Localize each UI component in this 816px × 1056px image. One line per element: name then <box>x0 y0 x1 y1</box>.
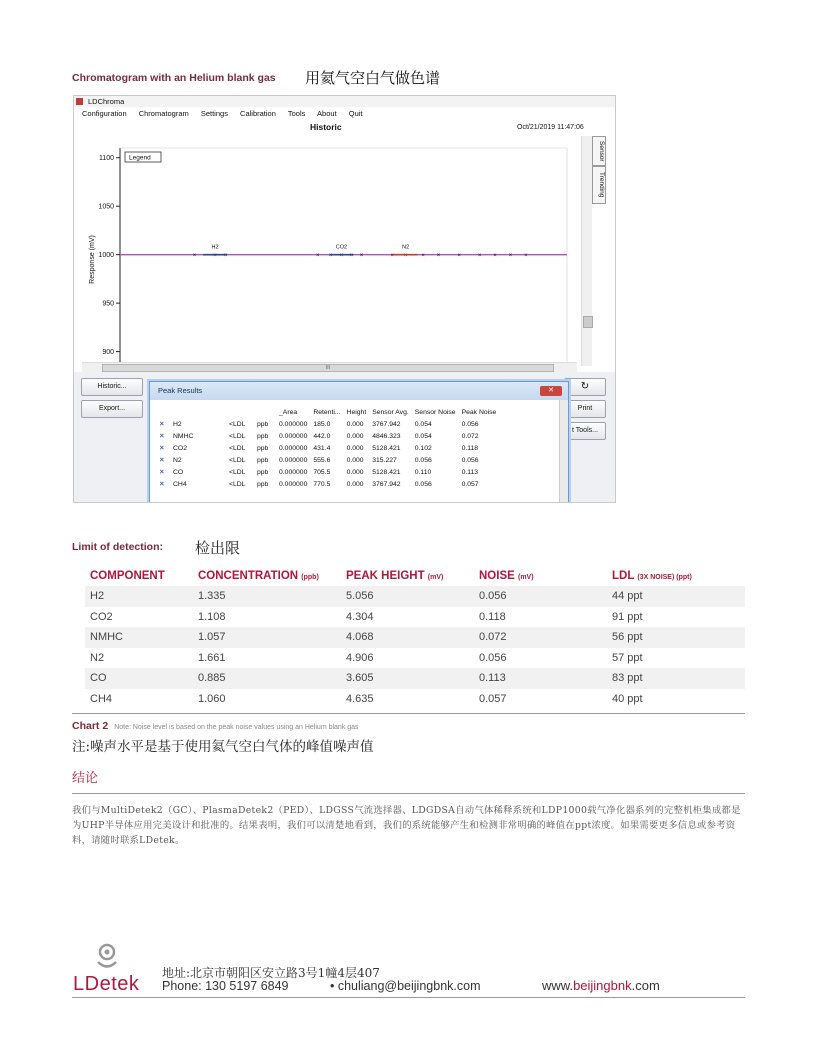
peak-cell: H2 <box>173 420 182 428</box>
refresh-button[interactable] <box>564 378 606 396</box>
peak-cell: 0.000 <box>346 420 364 428</box>
y-tick-label: 950 <box>102 300 114 308</box>
tools-button[interactable]: t Tools... <box>564 422 606 440</box>
x-icon: ✕ <box>159 481 165 488</box>
ldl-cell: 1.335 <box>193 586 341 607</box>
peak-results-titlebar <box>150 382 568 400</box>
menu-calibration[interactable]: Calibration <box>240 109 276 118</box>
footer-phone: Phone: 130 5197 6849 <box>162 979 289 993</box>
y-tick-label: 1100 <box>98 155 114 163</box>
conclusion-body: 我们与MultiDetek2（GC）、PlasmaDetek2（PED）、LDGSS气流选择器、LDGDSA自动气体稀释系统和LDP1000载气净化器系列的完整机柜集成都是为UHP半导体应用完美设计和批准的。结果表明，我们可以清楚地看到，我们的系统能够产生和检测非常明确的峰值在ppt浓度。如果需要更多信息或参考资料，请随时联系LDetek。 <box>72 805 741 846</box>
ldl-cell: 40 ppt <box>612 692 643 705</box>
ldl-row <box>85 689 745 710</box>
ldl-cell: N2 <box>90 651 105 664</box>
horizontal-scroll-thumb[interactable]: III <box>102 364 554 372</box>
x-icon: ✕ <box>159 433 165 440</box>
export-button[interactable]: Export... <box>81 400 143 418</box>
footer-divider <box>72 997 745 998</box>
ldchroma-window <box>73 95 616 503</box>
peak-cell: 442.0 <box>313 432 331 440</box>
ldl-cell: 3.605 <box>341 668 474 689</box>
conclusion-divider <box>72 793 745 794</box>
peak-results-window <box>149 381 569 503</box>
ldl-table-header <box>85 566 745 586</box>
peak-cell: <LDL <box>229 480 246 488</box>
close-icon: ✕ <box>548 387 554 394</box>
integration-marker: × <box>223 253 228 260</box>
peak-cell: 0.056 <box>461 456 479 464</box>
print-button[interactable]: Print <box>564 400 606 418</box>
peak-cell: 185.0 <box>313 420 331 428</box>
ldetek-logo-icon <box>92 942 122 972</box>
peak-cell: 0.113 <box>461 468 479 476</box>
peak-cell: 0.000000 <box>279 456 308 464</box>
integration-marker: × <box>436 253 441 260</box>
peak-cell: 0.056 <box>414 456 432 464</box>
refresh-icon: ↻ <box>580 381 590 392</box>
ldl-cell: 4.635 <box>346 692 374 705</box>
menu-about[interactable]: About <box>317 109 337 118</box>
peak-cell: 0.000 <box>346 480 364 488</box>
peak-cell: 5128.421 <box>372 444 401 452</box>
peak-cell: 770.5 <box>313 480 331 488</box>
ldl-cell: 4.304 <box>346 610 374 623</box>
ldl-cell: H2 <box>85 586 193 607</box>
ldl-cell: 91 ppt <box>612 610 643 623</box>
y-tick-label: 900 <box>102 349 114 357</box>
window-titlebar <box>74 96 615 107</box>
peak-cell: 4846.323 <box>372 432 401 440</box>
peak-cell: 0.056 <box>414 480 432 488</box>
peak-cell: ppb <box>257 444 269 452</box>
ldl-cell: 0.056 <box>474 586 607 607</box>
ldl-cell: 5.056 <box>341 586 474 607</box>
col-area: _Area <box>279 408 298 416</box>
ldl-cell: 0.885 <box>193 668 341 689</box>
integration-marker: × <box>359 253 364 260</box>
peak-cell: 0.000 <box>346 456 364 464</box>
y-tick-label: 1050 <box>98 203 114 211</box>
close-button[interactable] <box>540 386 562 396</box>
peak-cell: ppb <box>257 468 269 476</box>
peak-cell: 0.054 <box>414 432 432 440</box>
integration-marker: × <box>493 253 497 260</box>
col-sensor-noise: Sensor Noise <box>414 408 456 416</box>
lod-heading-en: Limit of detection: <box>72 541 163 553</box>
peak-label: H2 <box>211 244 219 251</box>
peak-cell: 0.000 <box>346 444 364 452</box>
integration-marker: × <box>524 253 528 260</box>
conclusion-heading: 结论 <box>72 771 99 786</box>
integration-marker: × <box>508 253 513 260</box>
col-concentration: CONCENTRATION (ppb) <box>198 570 319 582</box>
peak-cell: CO2 <box>173 444 187 452</box>
menu-tools[interactable]: Tools <box>287 109 306 118</box>
chart-label: Chart 2 Note: Noise level is based on the peak noise values using an Helium blank gas <box>72 720 359 732</box>
peak-cell: 0.000000 <box>279 444 308 452</box>
ldl-cell: 0.113 <box>474 668 607 689</box>
peak-row[interactable] <box>156 442 499 454</box>
peak-scrollbar[interactable] <box>559 400 568 502</box>
peak-cell: ppb <box>257 456 269 464</box>
menu-bar <box>82 109 373 118</box>
col-peak-height: PEAK HEIGHT (mV) <box>346 570 444 582</box>
peak-cell: 555.6 <box>313 456 331 464</box>
ldl-cell: CO2 <box>90 610 113 623</box>
peak-cell: 0.102 <box>414 444 432 452</box>
peak-cell: CH4 <box>173 480 187 488</box>
x-icon: ✕ <box>159 421 165 428</box>
col-component: COMPONENT <box>90 570 165 582</box>
vertical-scroll-thumb[interactable] <box>583 316 593 328</box>
peak-cell: 0.000 <box>346 432 364 440</box>
ldl-cell: 0.118 <box>479 610 506 623</box>
peak-results-title: Peak Results <box>158 386 203 395</box>
ldl-cell: CH4 <box>90 692 113 705</box>
ldl-cell: 44 ppt <box>607 586 745 607</box>
peak-row[interactable] <box>156 466 499 478</box>
integration-marker: × <box>403 253 408 260</box>
x-icon: ✕ <box>159 445 165 452</box>
peak-table-header <box>156 406 499 418</box>
menu-settings[interactable]: Settings <box>200 109 228 118</box>
table-divider <box>72 713 745 714</box>
side-tabs <box>590 136 608 366</box>
peak-results-table <box>156 406 499 490</box>
menu-configuration[interactable]: Configuration <box>82 109 127 118</box>
peak-cell: <LDL <box>229 432 246 440</box>
timestamp: Oct/21/2019 11:47:06 <box>517 124 584 131</box>
ldl-cell: 1.108 <box>198 610 226 623</box>
peak-cell: 0.000 <box>346 468 364 476</box>
integration-marker: × <box>213 253 217 260</box>
lod-heading-cn: 检出限 <box>195 539 241 557</box>
menu-chromatogram[interactable]: Chromatogram <box>138 109 189 118</box>
integration-marker: × <box>192 253 197 260</box>
ldl-cell: 4.906 <box>346 651 374 664</box>
peak-cell: 0.072 <box>461 432 479 440</box>
peak-cell: 0.000000 <box>279 468 308 476</box>
integration-marker: × <box>316 253 320 260</box>
ldl-table <box>85 566 745 709</box>
peak-cell: 0.118 <box>461 444 479 452</box>
ldl-row <box>85 627 745 648</box>
peak-cell: <LDL <box>229 420 246 428</box>
ldl-cell: CO <box>85 668 193 689</box>
peak-cell: 0.000000 <box>279 480 308 488</box>
y-tick-label: 1000 <box>98 252 114 260</box>
peak-cell: 705.5 <box>313 468 331 476</box>
tab-sensor[interactable]: Sensor <box>592 136 606 166</box>
col-height: Height <box>346 408 367 416</box>
peak-cell: 0.000000 <box>279 432 308 440</box>
menu-quit[interactable]: Quit <box>348 109 363 118</box>
peak-row[interactable] <box>156 454 499 466</box>
peak-row[interactable] <box>156 478 499 490</box>
ldl-cell: 83 ppt <box>607 668 745 689</box>
peak-cell: 3767.942 <box>372 420 401 428</box>
peak-cell: 0.057 <box>461 480 479 488</box>
ldl-cell: 0.056 <box>479 651 507 664</box>
peak-row[interactable] <box>156 418 499 430</box>
peak-cell: NMHC <box>173 432 194 440</box>
y-axis-label: Response (mV) <box>89 235 96 284</box>
figure-caption-cn: 用氦气空白气做色谱 <box>305 69 441 87</box>
footer-email[interactable]: • chuliang@beijingbnk.com <box>330 979 481 993</box>
peak-cell: N2 <box>173 456 182 464</box>
horizontal-scrollbar[interactable] <box>82 362 577 372</box>
ldl-cell: 0.057 <box>479 692 507 705</box>
peak-label: CO2 <box>335 244 348 251</box>
chart-note-cn: 注:噪声水平是基于使用氦气空白气体的峰值噪声值 <box>72 739 374 755</box>
ldl-row <box>85 607 745 628</box>
integration-marker: × <box>339 253 344 260</box>
peak-cell: 315.227 <box>372 456 397 464</box>
peak-cell: ppb <box>257 420 269 428</box>
x-icon: ✕ <box>159 457 165 464</box>
ldl-cell: 4.068 <box>341 627 474 648</box>
integration-marker: × <box>328 253 333 260</box>
ldl-cell: 0.072 <box>474 627 607 648</box>
col-ldl: LDL (3X NOISE) (ppt) <box>612 570 692 582</box>
peak-cell: 0.056 <box>461 420 479 428</box>
peak-cell: <LDL <box>229 444 246 452</box>
tab-trending[interactable]: Trending <box>592 166 606 204</box>
peak-cell: 431.4 <box>313 444 331 452</box>
ldl-cell: NMHC <box>85 627 193 648</box>
peak-cell: 0.110 <box>414 468 432 476</box>
peak-cell: ppb <box>257 480 269 488</box>
vertical-scrollbar[interactable] <box>581 136 592 366</box>
ldl-cell: 57 ppt <box>612 651 643 664</box>
integration-marker: × <box>457 253 461 260</box>
ldl-cell: 1.661 <box>198 651 226 664</box>
x-icon: ✕ <box>159 469 165 476</box>
peak-cell: CO <box>173 468 184 476</box>
integration-marker: × <box>421 253 425 260</box>
peak-cell: 0.054 <box>414 420 432 428</box>
col-sensor-avg: Sensor Avg. <box>372 408 409 416</box>
ldl-cell: 56 ppt <box>607 627 745 648</box>
col-noise: NOISE (mV) <box>479 570 534 582</box>
integration-marker: × <box>390 253 395 260</box>
col-retention: Retenti... <box>313 408 341 416</box>
legend-label: Legend <box>129 154 151 162</box>
peak-row[interactable] <box>156 430 499 442</box>
ldl-row <box>85 586 745 607</box>
view-title: Historic <box>310 122 342 132</box>
peak-cell: <LDL <box>229 456 246 464</box>
historic-button[interactable]: Historic... <box>81 378 143 396</box>
footer-address: 地址:北京市朝阳区安立路3号1幢4层407 <box>162 966 380 980</box>
peak-cell: 5128.421 <box>372 468 401 476</box>
integration-marker: × <box>349 253 353 260</box>
ldl-cell: 1.060 <box>198 692 226 705</box>
peak-cell: ppb <box>257 432 269 440</box>
peak-cell: 3767.942 <box>372 480 401 488</box>
figure-caption-en: Chromatogram with an Helium blank gas <box>72 72 276 84</box>
ldetek-logo: LDetek <box>73 973 140 995</box>
chart-note: Note: Noise level is based on the peak noise values using an Helium blank gas <box>114 724 359 731</box>
window-title: LDChroma <box>88 97 125 106</box>
ldl-row <box>85 648 745 669</box>
peak-cell: <LDL <box>229 468 246 476</box>
integration-marker: × <box>477 253 482 260</box>
peak-cell: 0.000000 <box>279 420 308 428</box>
footer-website[interactable]: www.beijingbnk.com <box>542 978 660 993</box>
app-icon <box>76 98 83 105</box>
ldl-cell: 1.057 <box>193 627 341 648</box>
peak-label: N2 <box>402 244 410 251</box>
ldl-row <box>85 668 745 689</box>
col-peak-noise: Peak Noise <box>461 408 497 416</box>
